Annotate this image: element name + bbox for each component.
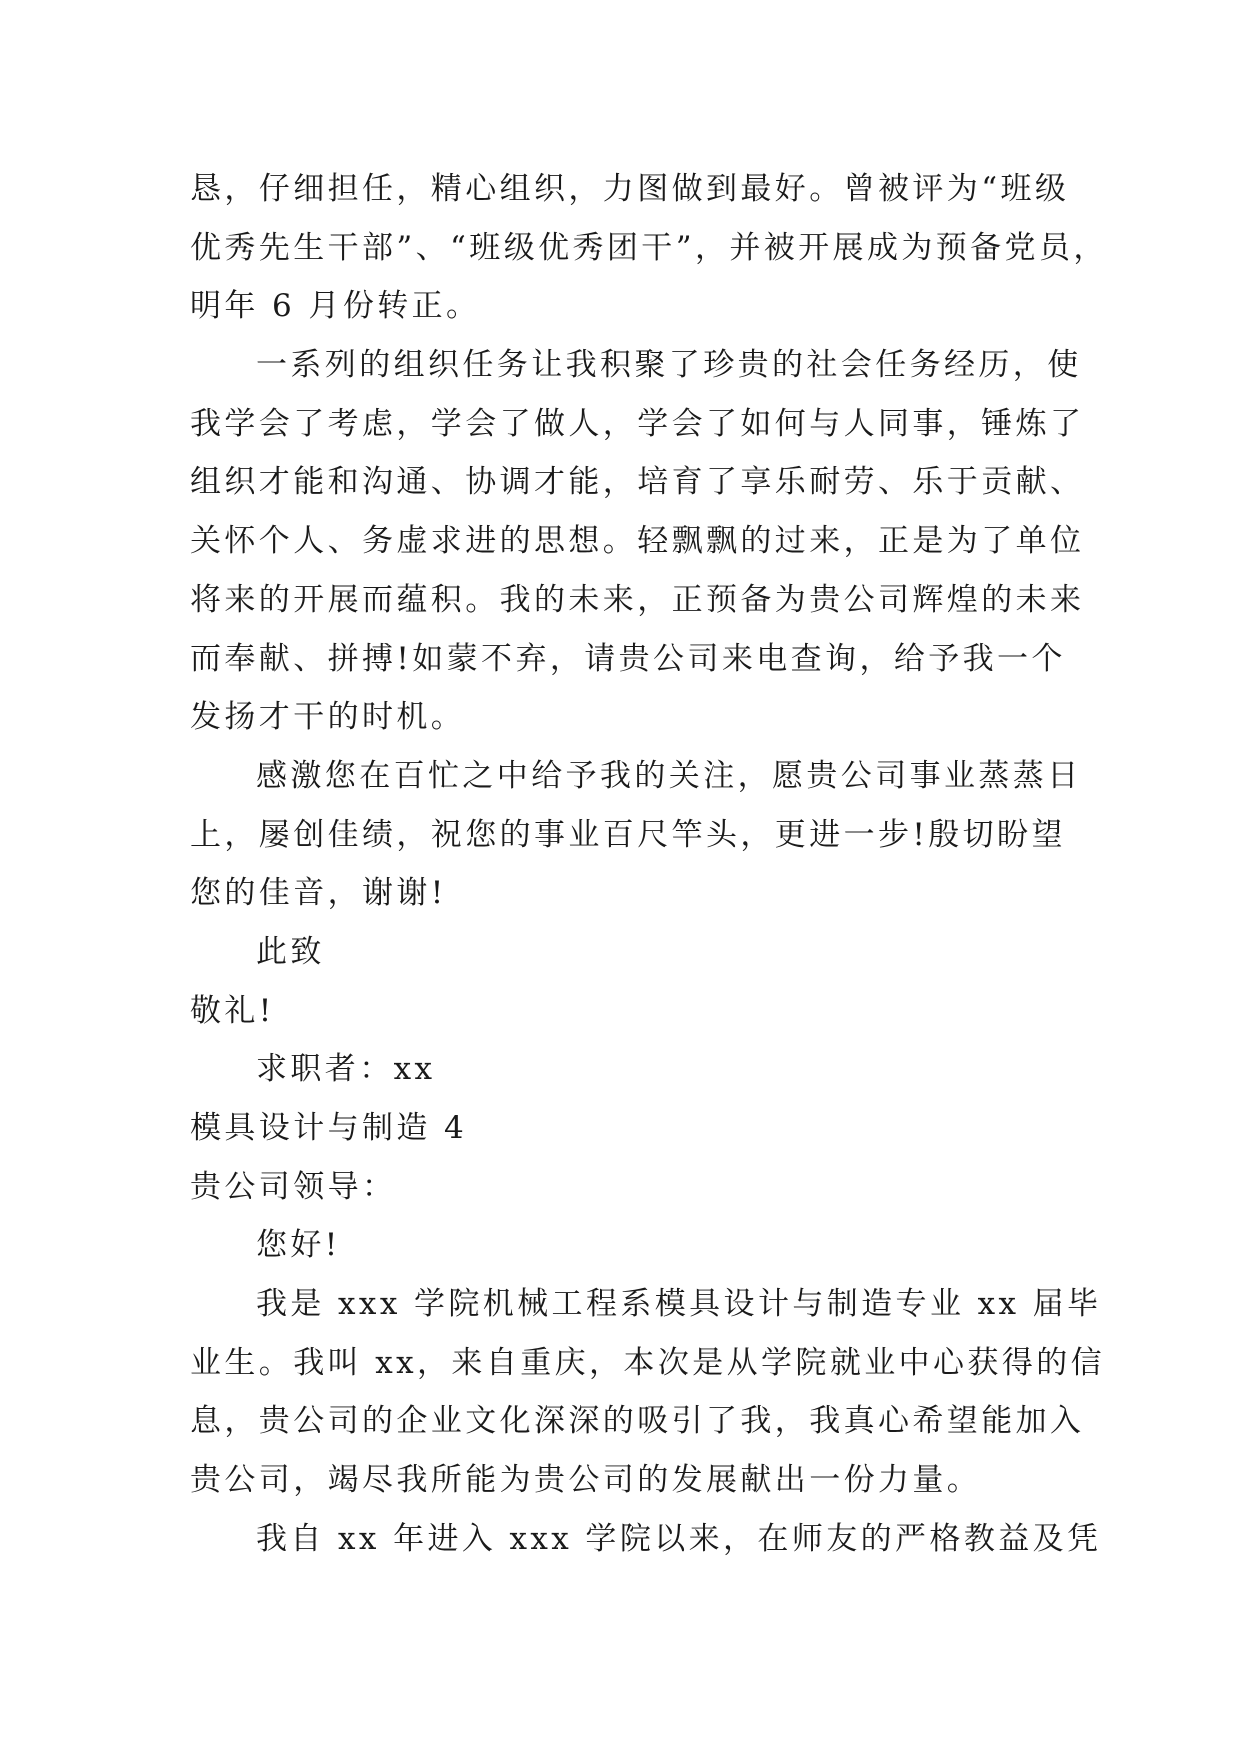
text-line: 息，贵公司的企业文化深深的吸引了我，我真心希望能加入 xyxy=(190,1403,1085,1440)
text-line: 恳，仔细担任，精心组织，力图做到最好。曾被评为“班级 xyxy=(190,171,1070,207)
text-line: 我是 xxx 学院机械工程系模具设计与制造专业 xx 届毕 xyxy=(256,1286,1102,1323)
text-line: 感激您在百忙之中给予我的关注，愿贵公司事业蒸蒸日 xyxy=(256,757,1082,794)
text-line: 发扬才干的时机。 xyxy=(190,699,466,736)
text-line: 而奉献、拼搏!如蒙不弃，请贵公司来电查询，给予我一个 xyxy=(190,640,1066,677)
signature-line: 求职者：xx xyxy=(256,1051,436,1088)
text-line: 上，屡创佳绩，祝您的事业百尺竿头，更进一步!殷切盼望 xyxy=(190,816,1066,853)
text-line: 我自 xx 年进入 xxx 学院以来，在师友的严格教益及凭 xyxy=(256,1520,1102,1557)
text-line: 将来的开展而蕴积。我的未来，正预备为贵公司辉煌的未来 xyxy=(190,581,1085,618)
text-line: 组织才能和沟通、协调才能，培育了享乐耐劳、乐于贡献、 xyxy=(190,464,1085,501)
text-line: 贵公司，竭尽我所能为贵公司的发展献出一份力量。 xyxy=(190,1462,982,1499)
letter-body xyxy=(190,160,1108,1569)
addressee-line: 贵公司领导： xyxy=(190,1168,397,1205)
text-line: 我学会了考虑，学会了做人，学会了如何与人同事，锤炼了 xyxy=(190,405,1085,442)
text-line: 业生。我叫 xx，来自重庆，本次是从学院就业中心获得的信 xyxy=(190,1344,1106,1381)
salutation-line: 敬礼! xyxy=(190,992,275,1029)
salutation-line: 此致 xyxy=(256,933,325,970)
text-line: 一系列的组织任务让我积聚了珍贵的社会任务经历，使 xyxy=(256,347,1082,384)
text-line: 您的佳音，谢谢! xyxy=(190,875,447,912)
text-line: 关怀个人、务虚求进的思想。轻飘飘的过来，正是为了单位 xyxy=(190,523,1085,560)
section-heading: 模具设计与制造 4 xyxy=(190,1110,468,1146)
greeting-line: 您好! xyxy=(256,1227,341,1264)
text-line: 明年 6 月份转正。 xyxy=(190,288,481,325)
text-line: 优秀先生干部”、“班级优秀团干”，并被开展成为预备党员， xyxy=(190,229,1108,266)
